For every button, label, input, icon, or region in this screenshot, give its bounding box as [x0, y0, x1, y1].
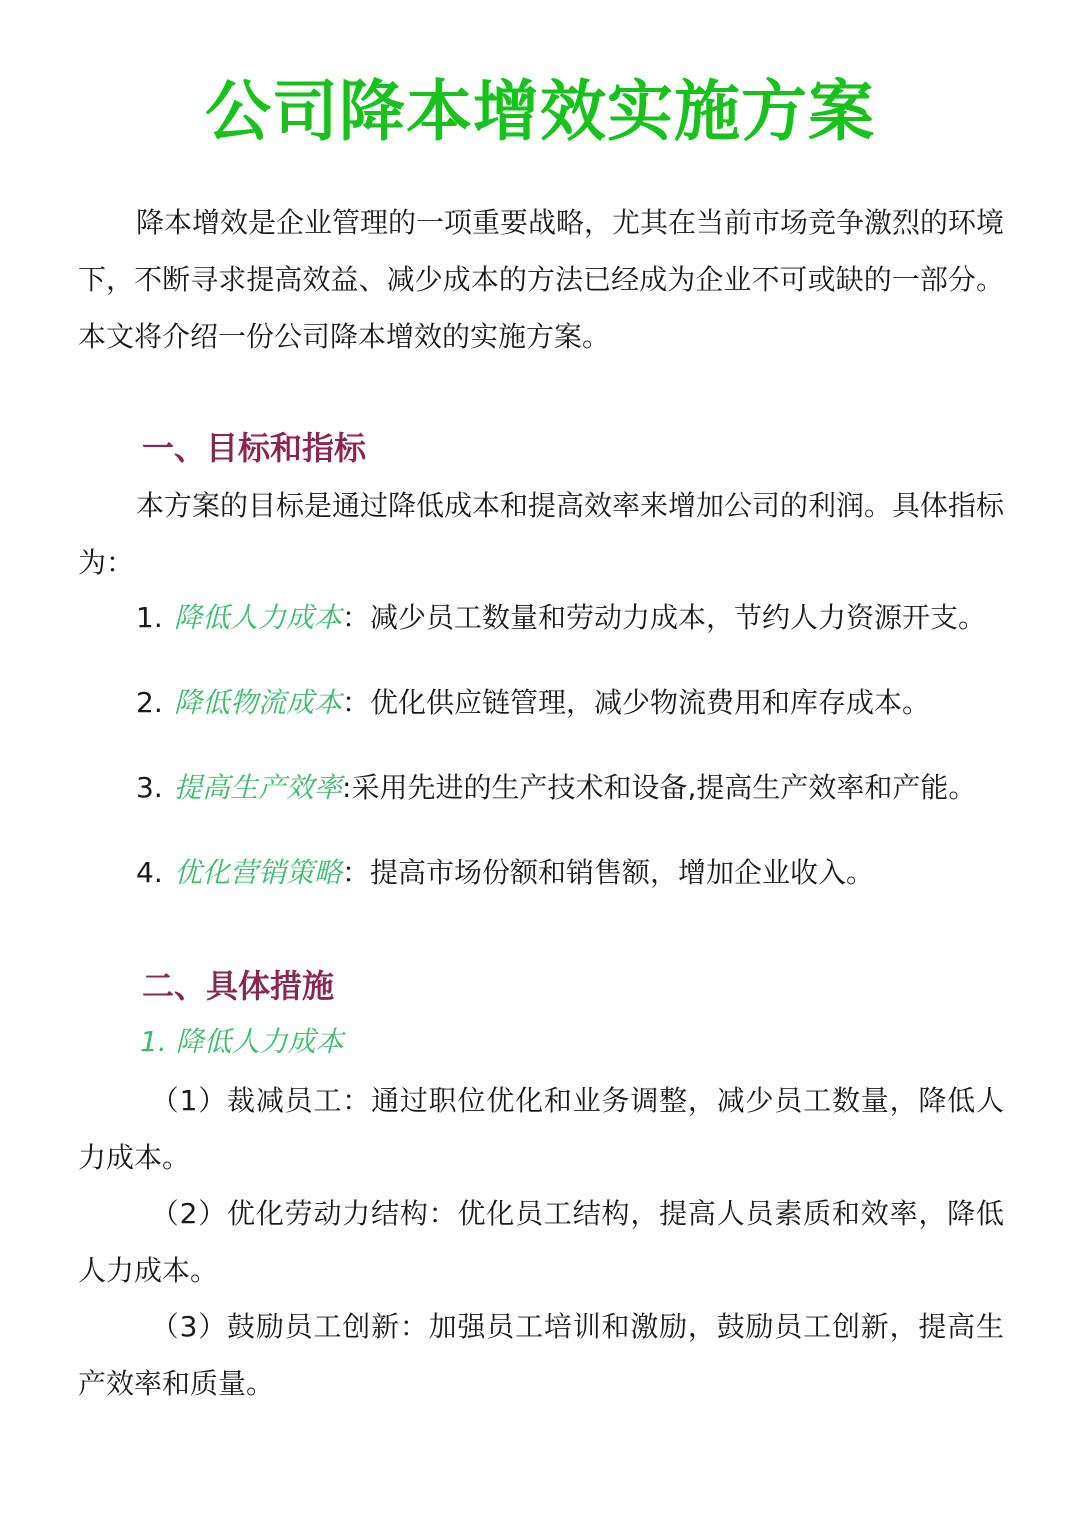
page-title: 公司降本增效实施方案	[205, 73, 875, 150]
goal-item-number: 1.	[136, 601, 163, 634]
goal-item-label: 降低人力成本	[174, 601, 343, 634]
measure-paragraph	[78, 1185, 1004, 1299]
goal-item-description: 优化供应链管理，减少物流费用和库存成本。	[370, 686, 931, 719]
goal-item	[136, 768, 1016, 808]
goal-item-separator: ：	[342, 686, 371, 719]
goal-item-number: 4.	[136, 856, 163, 889]
goal-item-separator: ：	[342, 856, 371, 889]
goal-item-label: 优化营销策略	[174, 856, 343, 889]
section2-subheading: 1. 降低人力成本	[140, 1025, 344, 1058]
goal-item	[136, 598, 1016, 638]
goal-item-separator: :	[342, 771, 352, 804]
goal-item	[136, 683, 1016, 723]
measure-text: （2）优化劳动力结构：优化员工结构，提高人员素质和效率，降低人力成本。	[78, 1197, 1004, 1287]
goal-item-description: 采用先进的生产技术和设备,提高生产效率和产能。	[351, 771, 977, 804]
goal-item-label: 提高生产效率	[174, 771, 343, 804]
section1-paragraph	[78, 477, 1004, 591]
goal-item-description: 提高市场份额和销售额，增加企业收入。	[370, 856, 875, 889]
goal-item-description: 减少员工数量和劳动力成本，节约人力资源开支。	[370, 601, 987, 634]
section1-heading: 一、目标和指标	[142, 429, 367, 467]
section1-text: 本方案的目标是通过降低成本和提高效率来增加公司的利润。具体指标为：	[78, 489, 1005, 579]
measure-paragraph	[78, 1072, 1004, 1186]
measure-paragraph	[78, 1298, 1004, 1412]
measure-text: （3）鼓励员工创新：加强员工培训和激励，鼓励员工创新，提高生产效率和质量。	[78, 1310, 1004, 1400]
section2-heading: 二、具体措施	[142, 967, 335, 1005]
goal-item-separator: ：	[342, 601, 371, 634]
goal-item-number: 3.	[136, 771, 163, 804]
intro-text: 降本增效是企业管理的一项重要战略，尤其在当前市场竞争激烈的环境下，不断寻求提高效益、减少成本的方法已经成为企业不可或缺的一部分。本文将介绍一份公司降本增效的实施方案。	[78, 206, 1005, 353]
intro-paragraph	[78, 194, 1004, 365]
goal-item-label: 降低物流成本	[174, 686, 343, 719]
goal-item-number: 2.	[136, 686, 163, 719]
goal-item	[136, 853, 1016, 893]
measure-text: （1）裁减员工：通过职位优化和业务调整，减少员工数量，降低人力成本。	[78, 1084, 1004, 1174]
